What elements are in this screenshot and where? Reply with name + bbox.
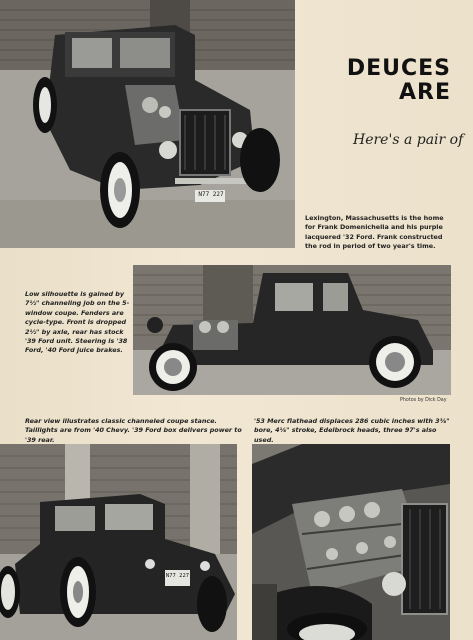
license-plate-rear: N77 227 — [165, 573, 190, 579]
caption-intro: Lexington, Massachusetts is the home for Frank Domenichella and his purple lacquered '32 Ford. Frank constructed the rod in period of two year's time. — [305, 214, 444, 251]
license-plate-front: N77 227 — [198, 191, 224, 198]
caption-rear-view: Rear view illustrates classic channeled coupe stance. Taillights are from '40 Chevy. '39 Ford box delivers power to '39 rear. — [25, 417, 242, 444]
headline-line-1: DEUCES — [346, 56, 451, 81]
caption-silhouette: Low silhouette is gained by 7½" channeling job on the 5-window coupe. Fenders are cycle-type. Front is dropped 2½" by axle, rear has stock '39 Ford unit. Steering is '38 Ford, '40 Ford juice brakes. — [25, 290, 130, 355]
photo-rear-view — [0, 444, 237, 640]
caption-engine: '53 Merc flathead displaces 286 cubic inches with 3⅜" bore, 4⅛" stroke, Edelbrock heads, three 97's also used. — [254, 417, 450, 444]
photo-front-view — [0, 0, 295, 248]
photo-credit: Photos by Dick Day — [400, 398, 447, 403]
subhead: Here's a pair of — [353, 132, 464, 148]
headline-line-2: ARE — [399, 80, 451, 105]
photo-side-view — [133, 265, 451, 395]
photo-engine — [252, 444, 450, 640]
